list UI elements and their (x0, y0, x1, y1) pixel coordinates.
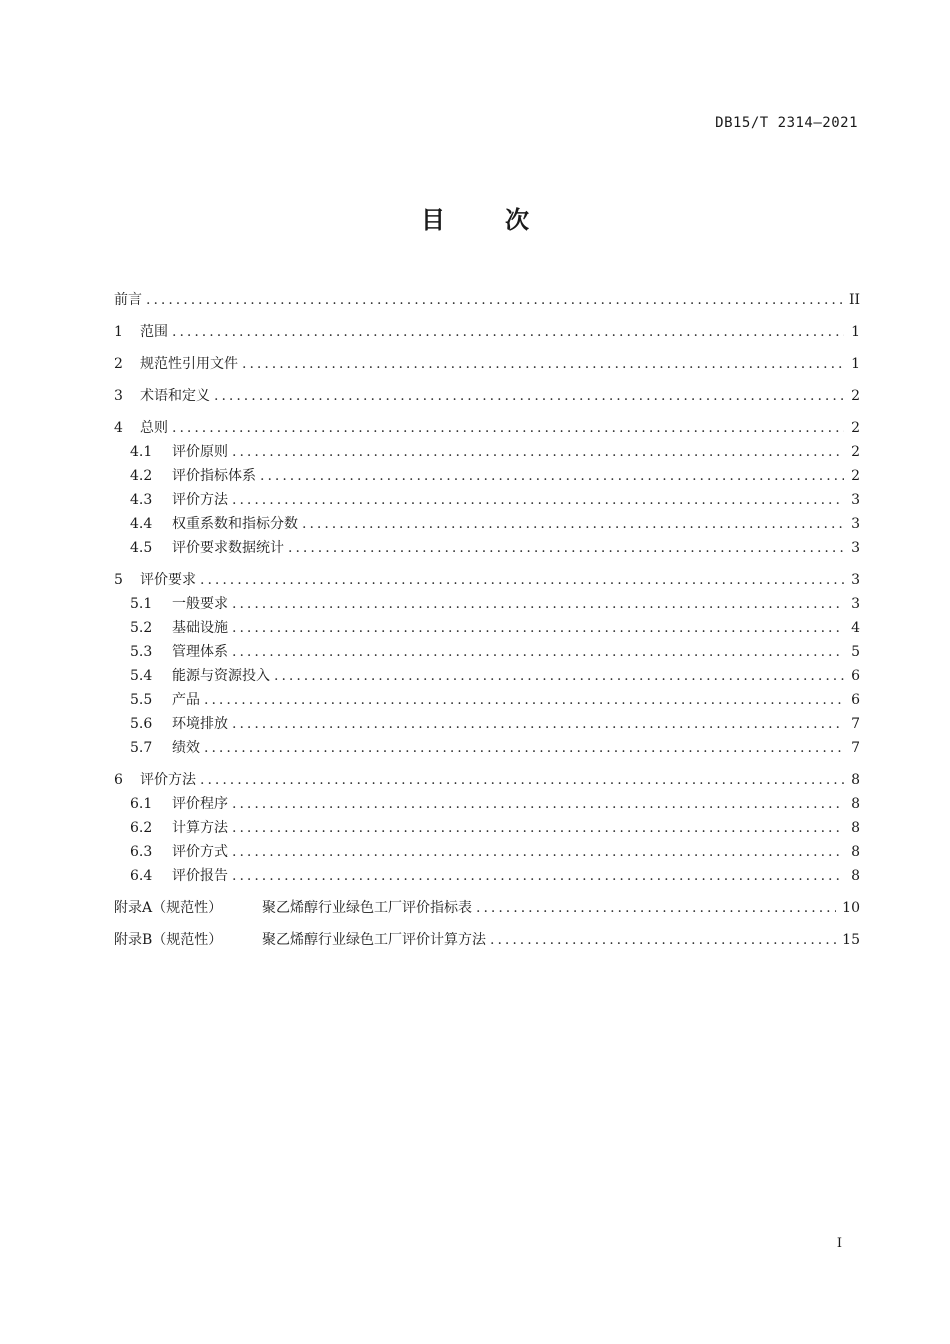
toc-entry-label: 基础设施 (172, 620, 228, 636)
toc-entry[interactable] (114, 736, 860, 760)
toc-entry-number: 3 (114, 388, 123, 404)
toc-entry-label: 能源与资源投入 (172, 668, 270, 684)
toc-entry-page: 2 (851, 420, 860, 436)
dot-leader (200, 568, 844, 592)
toc-entry-label: 产品 (172, 692, 200, 708)
toc-entry-number: 4.5 (130, 540, 153, 556)
toc-entry-label: 环境排放 (172, 716, 228, 732)
toc-entry-page: 3 (851, 492, 860, 508)
toc-entry[interactable] (114, 512, 860, 536)
toc-entry-number: 6.2 (130, 820, 153, 836)
toc-entry-page: 15 (842, 932, 860, 948)
toc-entry-label: 总则 (140, 420, 168, 436)
toc-entry[interactable] (114, 352, 860, 376)
dot-leader (232, 640, 844, 664)
title-char-1: 目 (421, 206, 445, 234)
toc-entry-number: 2 (114, 356, 123, 372)
toc-entry-page: 3 (851, 540, 860, 556)
toc-entry[interactable] (114, 416, 860, 440)
toc-entry-label: 权重系数和指标分数 (172, 516, 298, 532)
dot-leader (260, 464, 844, 488)
page-title (0, 200, 950, 235)
dot-leader (232, 616, 844, 640)
title-char-2: 次 (505, 206, 529, 234)
toc-entry-number: 6.4 (130, 868, 153, 884)
toc-entry[interactable] (114, 440, 860, 464)
toc-entry-label: 评价方法 (172, 492, 228, 508)
toc-entry-label: 评价要求 (140, 572, 196, 588)
toc-entry-page: 4 (851, 620, 860, 636)
toc-entry-number: 5.3 (130, 644, 153, 660)
toc-entry-number: 5.2 (130, 620, 153, 636)
toc-entry-label: 计算方法 (172, 820, 228, 836)
toc-entry-page: 3 (851, 516, 860, 532)
toc-entry-page: 3 (851, 572, 860, 588)
dot-leader (242, 352, 844, 376)
toc-entry-number: 4.2 (130, 468, 153, 484)
dot-leader (476, 896, 836, 920)
toc-entry[interactable] (114, 816, 860, 840)
toc-entry-number: 6 (114, 772, 123, 788)
toc-entry-number: 4.3 (130, 492, 153, 508)
toc-entry-label: 绩效 (172, 740, 200, 756)
dot-leader (204, 688, 844, 712)
toc-entry-page: 7 (851, 740, 860, 756)
toc-entry-number: 5.1 (130, 596, 153, 612)
toc-entry[interactable] (114, 384, 860, 408)
toc-entry[interactable] (114, 712, 860, 736)
dot-leader (232, 864, 844, 888)
toc-entry-label: 规范性引用文件 (140, 356, 238, 372)
toc-entry[interactable] (114, 536, 860, 560)
toc-entry-number: 5.6 (130, 716, 153, 732)
dot-leader (490, 928, 836, 952)
toc-entry[interactable] (114, 616, 860, 640)
dot-leader (232, 816, 844, 840)
toc-entry-label: 术语和定义 (140, 388, 210, 404)
toc-entry[interactable] (114, 488, 860, 512)
table-of-contents (114, 288, 860, 952)
toc-entry-number: 4.4 (130, 516, 153, 532)
toc-entry-page: II (848, 292, 860, 308)
toc-entry-page: 8 (851, 772, 860, 788)
toc-entry-label: 评价方法 (140, 772, 196, 788)
toc-entry[interactable] (114, 688, 860, 712)
toc-entry-page: 6 (851, 668, 860, 684)
document-code: DB15/T 2314—2021 (715, 115, 858, 131)
toc-entry[interactable] (114, 288, 860, 312)
toc-entry[interactable] (114, 664, 860, 688)
dot-leader (288, 536, 844, 560)
toc-entry-number: 5.4 (130, 668, 153, 684)
toc-entry-number: 5 (114, 572, 123, 588)
toc-entry[interactable] (114, 840, 860, 864)
toc-entry-number: 6.3 (130, 844, 153, 860)
dot-leader (172, 416, 844, 440)
toc-entry-label: 评价指标体系 (172, 468, 256, 484)
toc-entry-label: 聚乙烯醇行业绿色工厂评价计算方法 (262, 932, 486, 948)
toc-entry-page: 5 (851, 644, 860, 660)
toc-entry[interactable] (114, 928, 860, 952)
toc-entry-label: 评价原则 (172, 444, 228, 460)
toc-entry-number: 4 (114, 420, 123, 436)
toc-entry-number: 6.1 (130, 796, 153, 812)
toc-entry-label: 评价方式 (172, 844, 228, 860)
toc-entry-page: 2 (851, 444, 860, 460)
toc-entry[interactable] (114, 320, 860, 344)
dot-leader (232, 840, 844, 864)
toc-entry[interactable] (114, 592, 860, 616)
toc-entry-label: 评价报告 (172, 868, 228, 884)
dot-leader (232, 792, 844, 816)
toc-entry-page: 8 (851, 820, 860, 836)
toc-entry-page: 10 (842, 900, 860, 916)
toc-entry-label: 一般要求 (172, 596, 228, 612)
toc-entry-page: 3 (851, 596, 860, 612)
toc-entry[interactable] (114, 768, 860, 792)
toc-entry-label: 范围 (140, 324, 168, 340)
dot-leader (232, 488, 844, 512)
toc-entry-page: 6 (851, 692, 860, 708)
dot-leader (204, 736, 844, 760)
toc-entry-page: 8 (851, 868, 860, 884)
dot-leader (172, 320, 844, 344)
toc-entry-page: 2 (851, 388, 860, 404)
toc-entry-page: 1 (851, 324, 860, 340)
dot-leader (200, 768, 844, 792)
toc-entry-number: 附录A（规范性） (114, 900, 223, 916)
toc-entry-label: 评价程序 (172, 796, 228, 812)
toc-entry[interactable] (114, 640, 860, 664)
toc-entry[interactable] (114, 792, 860, 816)
toc-entry-page: 7 (851, 716, 860, 732)
toc-entry-page: 8 (851, 796, 860, 812)
toc-entry-label: 管理体系 (172, 644, 228, 660)
dot-leader (274, 664, 844, 688)
toc-entry[interactable] (114, 864, 860, 888)
toc-entry-page: 1 (851, 356, 860, 372)
toc-entry-number: 4.1 (130, 444, 153, 460)
toc-entry-label: 前言 (114, 292, 142, 308)
footer-page-number: I (836, 1236, 842, 1251)
toc-entry-label: 评价要求数据统计 (172, 540, 284, 556)
toc-entry-number: 5.5 (130, 692, 153, 708)
toc-entry-page: 8 (851, 844, 860, 860)
dot-leader (232, 712, 844, 736)
dot-leader (146, 288, 843, 312)
toc-entry[interactable] (114, 464, 860, 488)
dot-leader (302, 512, 844, 536)
toc-entry-number: 1 (114, 324, 123, 340)
toc-entry-number: 5.7 (130, 740, 153, 756)
dot-leader (232, 440, 844, 464)
toc-entry[interactable] (114, 896, 860, 920)
toc-entry-number: 附录B（规范性） (114, 932, 223, 948)
dot-leader (214, 384, 844, 408)
toc-entry[interactable] (114, 568, 860, 592)
toc-entry-label: 聚乙烯醇行业绿色工厂评价指标表 (262, 900, 472, 916)
toc-entry-page: 2 (851, 468, 860, 484)
dot-leader (232, 592, 844, 616)
